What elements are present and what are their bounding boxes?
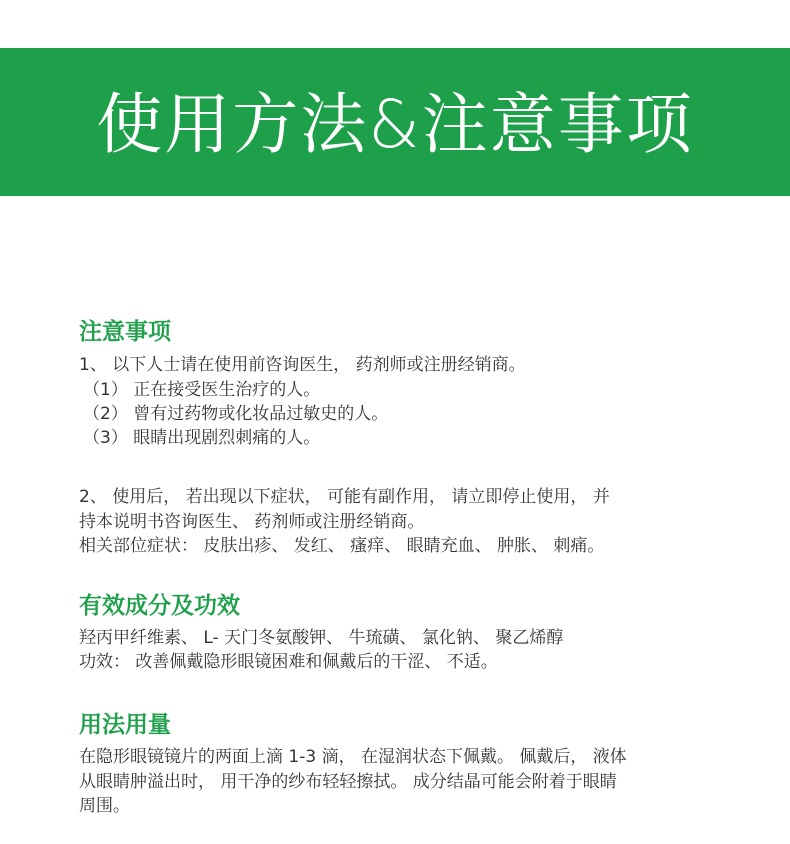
notice-sub-item-1: （1） 正在接受医生治疗的人。	[83, 380, 321, 400]
ingredients-effect: 功效： 改善佩戴隐形眼镜困难和佩戴后的干涩、 不适。	[79, 652, 498, 672]
notice-symptoms: 相关部位症状： 皮肤出疹、 发红、 瘙痒、 眼睛充血、 肿胀、 刺痛。	[79, 536, 605, 556]
header-banner	[0, 48, 790, 196]
usage-line-2: 从眼睛肿溢出时， 用干净的纱布轻轻擦拭。 成分结晶可能会附着于眼睛	[79, 772, 617, 792]
notice-section-title: 注意事项	[79, 319, 171, 345]
notice-sub-item-2: （2） 曾有过药物或化妆品过敏史的人。	[83, 404, 389, 424]
notice-item-2-line-2: 持本说明书咨询医生、 药剂师或注册经销商。	[79, 512, 425, 532]
notice-item-1: 1、 以下人士请在使用前咨询医生， 药剂师或注册经销商。	[79, 355, 526, 375]
usage-line-3: 周围。	[79, 796, 130, 816]
ingredients-components: 羟丙甲纤维素、 L- 天门冬氨酸钾、 牛琉磺、 氯化钠、 聚乙烯醇	[79, 628, 564, 648]
ingredients-section-title: 有效成分及功效	[79, 593, 240, 619]
usage-line-1: 在隐形眼镜镜片的两面上滴 1-3 滴， 在湿润状态下佩戴。 佩戴后， 液体	[79, 747, 627, 767]
notice-item-2-line-1: 2、 使用后， 若出现以下症状， 可能有副作用， 请立即停止使用， 并	[79, 487, 610, 507]
notice-sub-item-3: （3） 眼睛出现剧烈刺痛的人。	[83, 428, 321, 448]
page-title: 使用方法&注意事项	[96, 85, 694, 163]
usage-section-title: 用法用量	[79, 712, 171, 738]
